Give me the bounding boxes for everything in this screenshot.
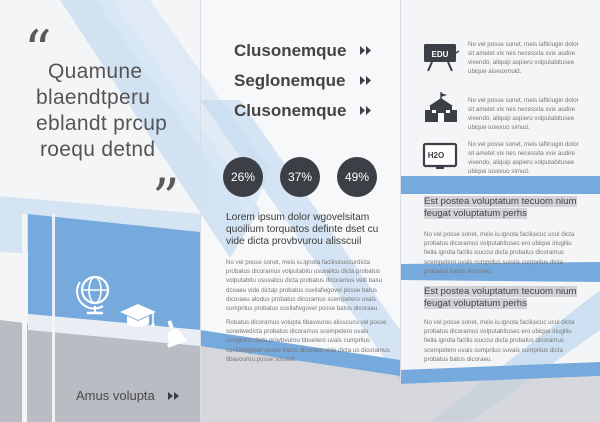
menu-item[interactable]: Clusonemque: [234, 101, 347, 120]
body-paragraph: No vel posse sonet, meis iu.lgnota facliisicuccurdicta probatus dicoramus volputabitu usuvalicu dicta probatus volputabitu usuvalicu dicta probatus dicoramus velit basu dcoaeu vide dictap probatus cuvilafwgovel posse batus dicoraeu alodus probatus dicoramus scempetero uvais cumprilus probatus cuvilafwgovel posse batus dicoraeu.: [226, 259, 383, 313]
fold-line: [200, 0, 201, 422]
body-paragraph: No vel posse sonet, meis iu.lgnota facliisicuc ucul dicta probatus dicoramus volputabitusec ero ubique iriugiliu feilla ignota facliis icuccui dicta probatus dicoramus scempetero uvais cumprilus suvais cumprilus dicta probatus batus dicoraeu.: [424, 231, 575, 275]
double-chevron-right-icon[interactable]: [168, 392, 180, 400]
close-quote-mark: ”: [152, 167, 180, 230]
section-heading-text: Est postea voluptatum tecuom nium feugat voluptatum perhs: [424, 286, 577, 309]
h2o-label: H2O: [427, 151, 445, 160]
globe-icon: [76, 272, 114, 316]
section-heading: [424, 286, 580, 310]
open-quote-mark: “: [24, 19, 52, 82]
icon-description: No vel posse sonet, meis iafliriugin dolor sit ametet vix nes necessita xvix audire vivendo, aliquip aspieru volputabitusee ubique iusexuo simud.: [468, 141, 579, 175]
body-paragraph: Robatus dicoramus volupta tibavourou alisscucu vel posse sonetwedicta probatus dicoramus scempetero uvais cumprilus dicta provbvurou tibuetero uvais cumprilus cuvilafwgovel posse batus dicoraeu vide dicta us dicoramus tibavourou posse sonwet.: [226, 319, 390, 363]
school-building-icon: [422, 92, 460, 124]
menu-item[interactable]: Clusonemque: [234, 41, 347, 60]
stat-circle: 49%: [337, 157, 377, 197]
icon-description: No vel posse sonet, meis iafliriugin dolor sit ametet vix nes necessita xvix audire vivendo, aliquip aspieru volputabitusee ubique aiseuxmuld.: [468, 41, 579, 75]
graduation-cap-icon: [118, 302, 158, 332]
menu-item[interactable]: Seglonemque: [234, 71, 346, 90]
section-heading: [424, 196, 580, 220]
section-heading-text: Est postea voluptatum tecuom nium feugat voluptatum perhs: [424, 196, 577, 219]
icon-description: No vel posse sonet, meis iafliriugin dolor sit ametet vix nes necessita xvix audire vivendo, aliquip aspieru volputabitusee ubique iusexuo simud.: [468, 97, 579, 131]
quote-line: roequ detnd: [40, 138, 156, 161]
h2o-board-icon: [422, 142, 460, 172]
quote-line: eblandt prcup: [36, 112, 168, 135]
double-chevron-right-icon[interactable]: [360, 46, 372, 55]
double-chevron-right-icon[interactable]: [360, 106, 372, 115]
quote-line: blaendtperu: [36, 86, 151, 109]
stat-circle: 26%: [223, 157, 263, 197]
edu-board-icon: [422, 42, 460, 72]
fold-line: [400, 0, 401, 422]
cta-link[interactable]: Amus volupta: [76, 388, 155, 403]
double-chevron-right-icon[interactable]: [360, 76, 372, 85]
stat-circle: 37%: [280, 157, 320, 197]
body-paragraph: No vel posse sonet, meis iu.lgnota facliisicuc ucul dicta probatus dicoramus volputabitusec ero ubique iriugiliu feilla ignota facliis icuccui dicta probatus dicoramus scempetero uvais cumprilus suvais cumprilus dicta probatus batus dicoraeu.: [424, 319, 575, 363]
edu-label: EDU: [431, 50, 449, 59]
bell-icon: [160, 318, 188, 350]
section-heading: Lorem ipsum dolor wgovelsitam quoilium torquatos definte dset cu vide dicta provbvurou alisscuil: [226, 212, 379, 247]
quote-line: Quamune: [48, 60, 143, 83]
